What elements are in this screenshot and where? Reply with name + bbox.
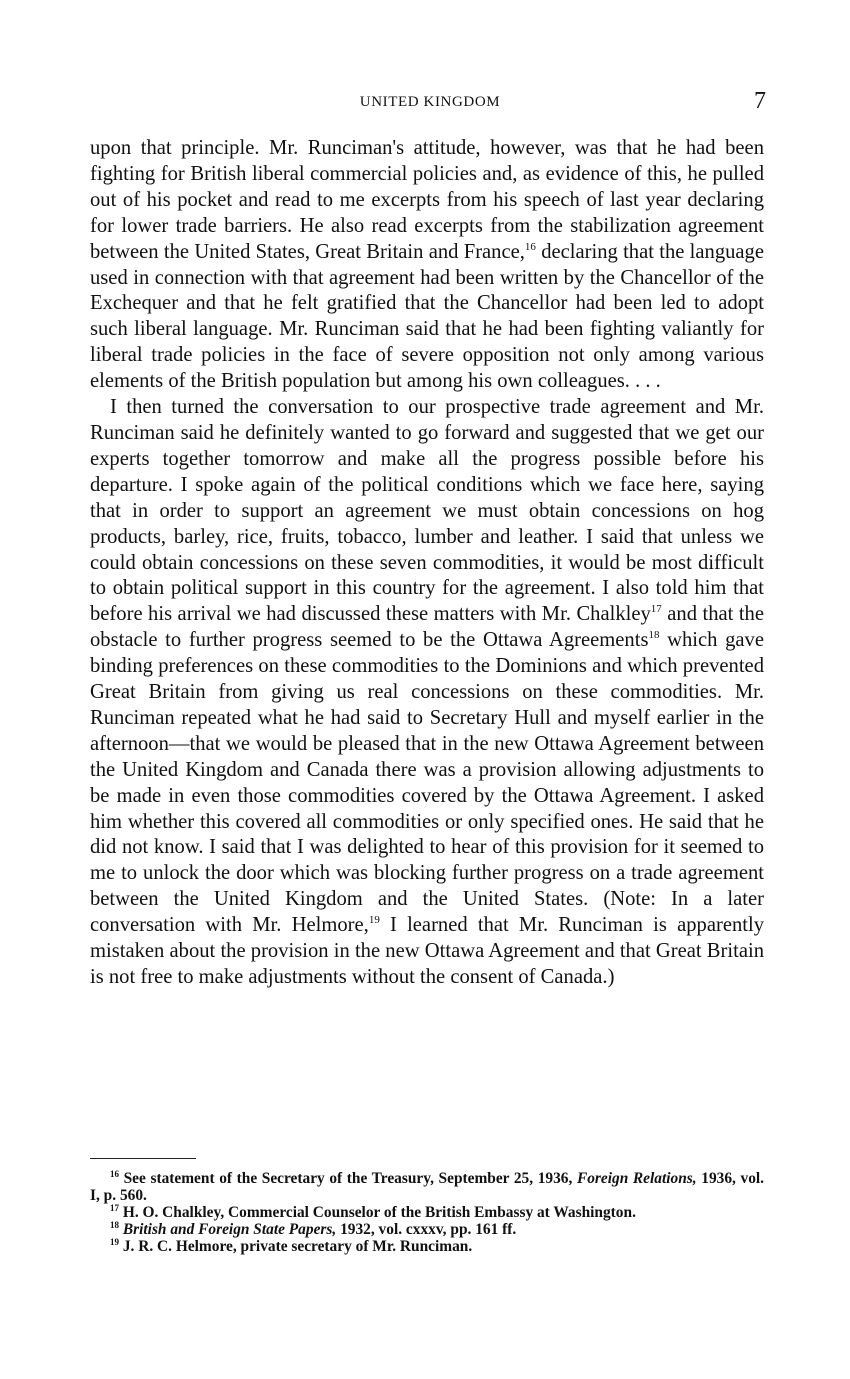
paragraph-2-text-3: which gave binding preferences on these commodities to the Dominions and which prevented Great Britain from giving us real concessions on these commodities. Mr. Runciman repeated what he had said to Secretary Hull and myself earlier in the afternoon—that we would be pleased that in the new Ottawa Agreement between the United Kingdom and Canada there was a provision allowing adjustments to be made in even those commodities covered by the Ottawa Agreement. I asked him whether this covered all commodities or only specified ones. He said that he did not know. I said that I was delighted to hear of this provision for it seemed to me to unlock the door which was blocking further progress on a trade agreement between the United Kingdom and the United States. (Note: In a later conversation with Mr. Helmore, bbox=[90, 629, 764, 937]
paragraph-1 bbox=[90, 136, 764, 395]
paragraph-1-text-2: declaring that the language used in connection with that agreement had been written by the Chancellor of the Exchequer and that he felt gratified that the Chancellor had been led to adopt such liberal language. Mr. Runciman said that he had been fighting valiantly for liberal trade policies in the face of severe opposition not only among various elements of the British population but among his own colleagues. . . . bbox=[90, 240, 764, 393]
footnote-text-end: 1932, vol. cxxxv, pp. 161 ff. bbox=[336, 1221, 517, 1238]
footnote-title: British and Foreign State Papers, bbox=[122, 1221, 337, 1238]
paragraph-2-text-4: I learned that Mr. Runciman is apparently mistaken about the provision in the new Ottawa Agreement and that Great Britain is not free to make adjustments without the consent of Canada.) bbox=[90, 914, 764, 988]
footnote-ref-17: 17 bbox=[650, 603, 662, 616]
footnote-text: H. O. Chalkley, Commercial Counselor of the British Embassy at Washington. bbox=[119, 1204, 636, 1221]
footnote-number: 18 bbox=[110, 1220, 119, 1230]
footnote-divider bbox=[90, 1158, 196, 1159]
footnote bbox=[90, 1204, 764, 1221]
footnote-number: 17 bbox=[110, 1203, 119, 1213]
footnote-text: J. R. C. Helmore, private secretary of Mr. Runciman. bbox=[119, 1238, 473, 1255]
page-number: 7 bbox=[754, 88, 766, 114]
footnotes bbox=[90, 1170, 764, 1255]
paragraph-2-text-1: I then turned the conversation to our prospective trade agreement and Mr. Runciman said he definitely wanted to go forward and suggested that we get our experts together tomorrow and make all the progress possible before his departure. I spoke again of the political conditions which we face here, saying that in order to support an agreement we must obtain concessions on hog products, barley, rice, fruits, tobacco, lumber and leather. I said that unless we could obtain concessions on these seven commodities, it would be most difficult to obtain political support in this country for the agreement. I also told him that before his arrival we had discussed these matters with Mr. Chalkley bbox=[90, 396, 764, 626]
footnote-ref-19: 19 bbox=[368, 914, 380, 927]
footnote-title: Foreign Relations, bbox=[576, 1170, 697, 1187]
paragraph-2-text-2: and that the obstacle to further progress seemed to be the Ottawa Agreements bbox=[90, 603, 764, 652]
footnote-ref-16: 16 bbox=[524, 240, 536, 253]
footnote bbox=[90, 1170, 764, 1204]
running-head: UNITED KINGDOM bbox=[359, 94, 501, 110]
footnote-number: 19 bbox=[110, 1237, 119, 1247]
footnote-text-end: 1936, vol. I, p. 560. bbox=[90, 1170, 765, 1204]
paragraph-2 bbox=[90, 395, 764, 991]
footnote-number: 16 bbox=[110, 1169, 119, 1179]
footnote bbox=[90, 1221, 764, 1238]
body-text bbox=[90, 136, 764, 991]
page-header bbox=[90, 88, 770, 120]
footnote-ref-18: 18 bbox=[648, 629, 660, 642]
footnote bbox=[90, 1238, 764, 1255]
footnote-text: See statement of the Secretary of the Treasury, September 25, 1936, bbox=[119, 1170, 577, 1187]
paragraph-1-text-1: upon that principle. Mr. Runciman's attitude, however, was that he had been fighting for British liberal commercial policies and, as evidence of this, he pulled out of his pocket and read to me excerpts from his speech of last year declaring for lower trade barriers. He also read excerpts from the stabilization agreement between the United States, Great Britain and France, bbox=[90, 137, 764, 263]
